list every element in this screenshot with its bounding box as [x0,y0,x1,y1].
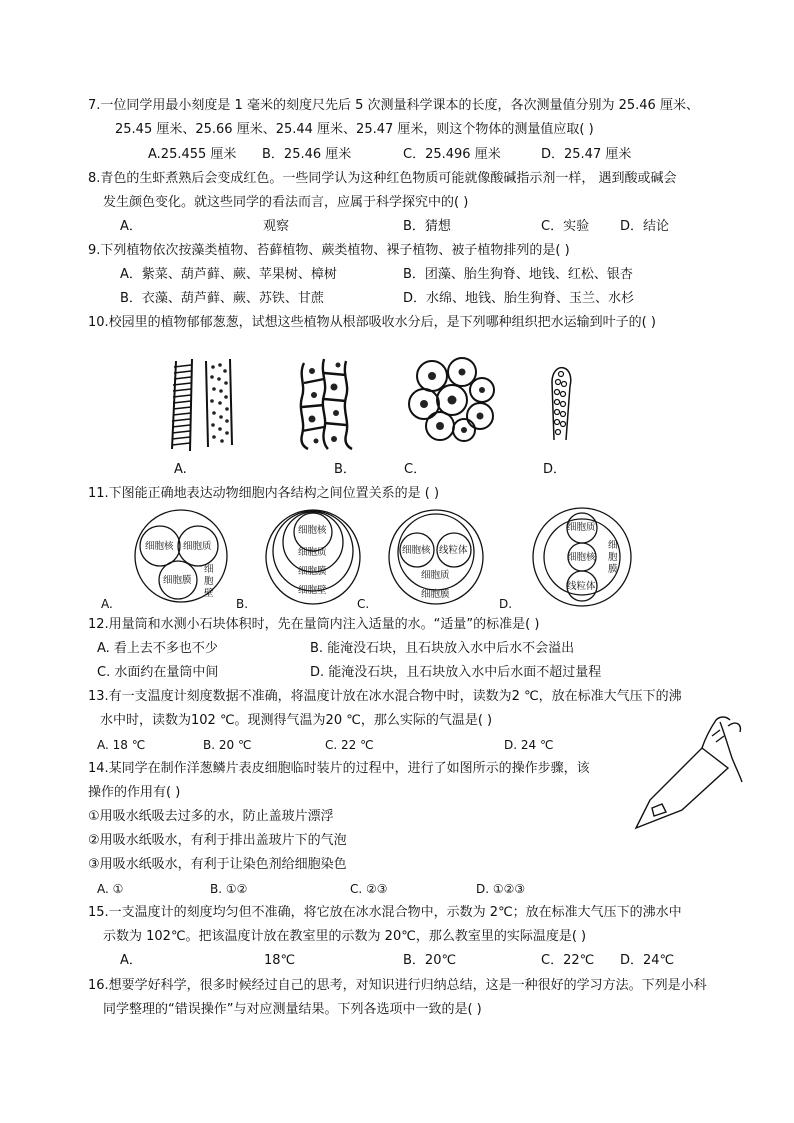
q11-c-membrane-label: 细胞膜 [421,589,450,600]
q7-option-c: C．25.496 厘米 [403,147,501,162]
q10-figure-b-tissue [294,355,362,451]
q11-d-nucleus-label: 细胞核 [567,552,596,563]
q7-stem-line1: 7.一位同学用最小刻度是 1 毫米的刻度尺先后 5 次测量科学课本的长度，各次测量值分别为 25.46 厘米、 [88,98,699,113]
q8-option-a: A． [120,219,142,234]
q14-option-c: C. ②③ [350,882,388,896]
q12-option-a: A. 看上去不多也不少 [97,641,218,656]
q9-option-d: D．水绵、地钱、胎生狗脊、玉兰、水杉 [403,291,635,306]
q14-option-b: B. ①② [210,882,248,896]
q13-option-a: A. 18 ℃ [97,738,146,752]
q11-a-wall-label-3: 壁 [204,588,214,599]
q11-a-wall-label-1: 细 [204,564,214,575]
q14-statement-1: ①用吸水纸吸去过多的水，防止盖玻片漂浮 [88,809,334,824]
q13-stem-line1: 13.有一支温度计刻度数据不准确，将温度计放在冰水混合物中时，读数为2 ℃，放在标准大气压下的沸 [88,689,682,704]
q11-diagram-c [386,508,486,606]
q10-figure-a-vessels [160,355,250,453]
q10-stem: 10.校园里的植物郁郁葱葱，试想这些植物从根部吸收水分后，是下列哪种组织把水运输到叶子的( ) [88,315,656,330]
q13-option-d: D. 24 ℃ [504,738,554,752]
q14-stem-line2: 操作的作用有( ) [88,785,181,800]
q11-c-nucleus-label: 细胞核 [402,545,431,556]
q15-stem-line2: 示数为 102℃。把该温度计放在教室里的示数为 20℃，那么教室里的实际温度是( ) [103,929,587,944]
q12-option-d: D. 能淹没石块，且石块放入水中后水面不超过量程 [310,665,602,680]
q11-d-membrane-label-3: 膜 [608,564,618,575]
q14-option-a: A. ① [97,882,124,896]
q7-option-d: D．25.47 厘米 [541,147,632,162]
q13-option-c: C. 22 ℃ [325,738,374,752]
q11-caption-b: B. [236,597,249,611]
q14-statement-3: ③用吸水纸吸水，有利于让染色剂给细胞染色 [88,857,347,872]
q15-option-c: C．22℃ [541,953,595,968]
q11-b-membrane-label: 细胞膜 [298,566,327,577]
q14-statement-2: ②用吸水纸吸水，有利于排出盖玻片下的气泡 [88,833,347,848]
q14-option-d: D. ①②③ [476,882,526,896]
q12-option-c: C. 水面约在量筒中间 [97,665,219,680]
q15-option-a-value: 18℃ [264,953,296,968]
q11-a-cytoplasm-label: 细胞质 [183,541,212,552]
q8-stem-line1: 8.青色的生虾煮熟后会变成红色。一些同学认为这种红色物质可能就像酸碱指示剂一样， 遇到酸或碱会 [88,171,677,186]
q11-stem: 11.下图能正确地表达动物细胞内各结构之间位置关系的是 ( ) [88,486,440,501]
q11-b-nucleus-label: 细胞核 [298,525,327,536]
q11-b-wall-label: 细胞壁 [298,585,327,596]
q10-caption-a: A. [174,462,187,477]
q15-option-d: D．24℃ [620,953,675,968]
q11-d-mitochondria-label: 线粒体 [567,581,596,592]
q9-option-b: B．团藻、胎生狗脊、地钱、红松、银杏 [403,267,633,282]
q12-stem: 12.用量筒和水测小石块体积时，先在量筒内注入适量的水。“适量”的标准是( ) [88,617,540,632]
q11-d-membrane-label-2: 胞 [608,552,618,563]
q16-stem-line2: 同学整理的“错误操作”与对应测量结果。下列各选项中一致的是( ) [103,1002,482,1017]
q11-caption-c: C. [357,597,370,611]
q13-option-b: B. 20 ℃ [203,738,252,752]
q7-stem-line2: 25.45 厘米、25.66 厘米、25.44 厘米、25.47 厘米，则这个物体的测量值应取( ) [115,122,594,137]
q11-a-wall-label-2: 胞 [204,576,214,587]
q9-option-a: A．紫菜、葫芦藓、蕨、苹果树、樟树 [120,267,337,282]
q10-caption-b: B． [334,462,356,477]
q15-option-b: B．20℃ [403,953,457,968]
q14-stem-line1: 14.某同学在制作洋葱鳞片表皮细胞临时装片的过程中，进行了如图所示的操作步骤，该 [88,761,590,776]
q10-caption-d: D． [543,462,567,477]
q16-stem-line1: 16.想要学好科学，很多时候经过自己的思考，对知识进行归纳总结，这是一种很好的学习方法。下列是小科 [88,978,707,993]
q15-option-a: A． [120,953,142,968]
q11-diagram-b [264,508,362,606]
q8-option-b: B．猜想 [403,219,451,234]
q15-stem-line1: 15.一支温度计的刻度均匀但不准确，将它放在冰水混合物中，示数为 2℃；放在标准大气压下的沸水中 [88,905,682,920]
q8-option-d: D．结论 [620,219,670,234]
q11-caption-d: D. [499,597,513,611]
q10-figure-d-root-tip [542,362,578,444]
q11-a-nucleus-label: 细胞核 [145,541,174,552]
q11-c-mitochondria-label: 线粒体 [439,545,468,556]
q14-figure-absorbent-paper [632,706,746,832]
q7-option-b: B．25.46 厘米 [262,147,352,162]
q11-a-membrane-label: 细胞膜 [163,575,192,586]
q11-diagram-d [528,506,636,608]
q11-d-cytoplasm-label: 细胞质 [567,522,596,533]
q11-caption-a: A. [101,597,113,611]
q11-d-membrane-label-1: 细 [608,540,618,551]
q8-option-a-text: 观察 [263,219,290,234]
q11-diagram-a [126,508,236,604]
q9-stem: 9.下列植物依次按藻类植物、苔藓植物、蕨类植物、裸子植物、被子植物排列的是( ) [88,243,570,258]
q8-stem-line2: 发生颜色变化。就这些同学的看法而言，应属于科学探究中的( ) [103,195,469,210]
q12-option-b: B. 能淹没石块，且石块放入水中后水不会溢出 [310,641,575,656]
q8-option-c: C．实验 [541,219,590,234]
q13-stem-line2: 水中时，读数为102 ℃。现测得气温为20 ℃，那么实际的气温是( ) [100,713,493,728]
q9-option-c: B．衣藻、葫芦藓、蕨、苏铁、甘蔗 [120,291,324,306]
q11-b-cytoplasm-label: 细胞质 [298,547,327,558]
q7-option-a: A.25.455 厘米 [148,147,237,162]
q11-c-cytoplasm-label: 细胞质 [421,570,450,581]
q10-figure-c-round-cells [404,356,496,444]
q10-caption-c: C． [404,462,427,477]
